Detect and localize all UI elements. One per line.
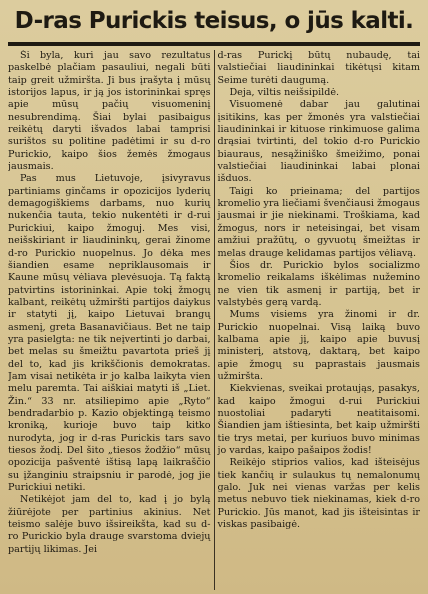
paragraph: Pas mus Lietuvoje, įsivyravus partiniams ginčams ir opozicijos lyderių demagogiškiems darbams, nuo kurių nukenčia tauta, tekio nukentėti ir d-rui Purickiui, kaipo žmoguj. Mes visi, neišskiriant ir liaudininkų, gerai žinome d-ro Purickio nuopelnus. Jo dėka mes šiandien esame nepriklausomais ir Kaune mūsų vėliava plevėsuoja. Tą faktą patvirtins istorininkai. Apie tokį žmogų kalbant, reikėtų užmiršti partijos daiykus ir statyti jį, kaipo Lietuvai brangų asmenį, greta Basanavičiaus. Bet ne taip yra pasielgta: ne tik neįvertinti jo darbai, bet melas su šmeižtu pavartota prieš jį del to, kad jis krikščionis demokratas. Jam visai netikėta ir jo kalba laikyta vien melu paremta. Tai aiškiai matyti iš „Liet. Žin.“ 33 nr. atsiliepimo apie „Ryto“ bendradarbio p. Kazio objektingą teismo kroniką, kurioje buvo taip kitko nurodyta, jog ir d-ras Purickis tars savo tiesos žodį. Del šito „tiesos žodžio“ mūsų opozicija pašventė ištisą lapą laikraščio su įžanginiu straipsniu ir parodė, jog jie Purickiui netiki. [8,173,211,494]
paragraph: Reikėjo stiprios valios, kad išteisėjus tiek kančių ir sulaukus tų nemalonumų galo. Juk nei vienas varžas per kelis metus nebuvo tiek niekinamas, kiek d-ro Purickio. Jūs manot, kad jis išteisintas ir viskas pasibaigė. [217,457,420,531]
column-divider [214,50,215,590]
paragraph: Visuomenė dabar jau galutinai įsitikins, kas per žmonės yra valstiečiai liaudininkai ir kituose rinkimuose galima drąsiai tvirtinti, del tokio d-ro Purickio biauraus, nesąžiniško šmeižimo, ponai valstiečiai liaudininkai labai plonai išduos. [217,99,420,185]
paragraph: Šios dr. Purickio bylos socializmo kromelio reikalams iškėlimas nužeminо ne vien tik asmenį ir partiją, bet ir valstybės gerą vardą. [217,259,420,308]
paragraph: Kiekvienas, sveikai protaująs, pasakys, kad kaipo žmogui d-rui Purickiui nuostoliai padaryti neatitaisomi. Šiandien jam ištiesinta, bet kaip užmiršti tie trys metai, per kuriuos buvo minimas jo vardas, kaipo pašaipos žodis! [217,383,420,456]
headline-rule [8,42,420,46]
paragraph: Netikėjot jam del to, kad į jo bylą žiūrėjote per partinius akinius. Net teismo salėje buvo išsireikšta, kad su d-ro Purickio byla drauge svarstoma dviejų partijų likimas. Jei [8,494,211,555]
right-column [217,50,420,590]
left-column [8,50,211,590]
paragraph: Ši byla, kuri jau savo rezultatus paskelbė plačiam pasauliui, negali būti taip greit užmiršta. Ji bus įrašyta į mūsų istorijos lapus, ir ją jos istorininkai spręs apie mūsų pačių visuomeninį nesubrendimą. Šiai bylai pasibaigus reikėtų daryti išvados labai tamprisi surištos su politine padėtimi ir su d-ro Purickio, kaipo šios žemės žmogaus jausmais. [8,50,211,173]
paragraph: Taigi ko prieinama; del partijos kromelio yra liečiami švenčiausi žmogaus jausmai ir jie niekinami. Troškiama, kad žmogus, nors ir neteisingai, bet visam amžiui pražūtų, o gyvuotų šmeižtas ir melas drauge kelidamas partijos vėliavą. [217,185,420,259]
paragraph: d-ras Purickį būtų nubaudę, tai valstiečiai liaudininkai tikėtųsi kitam Seime turėti daugumą. [217,50,420,86]
paragraph: Mums visiems yra žinomi ir dr. Purickio nuopelnai. Visą laiką buvo kalbama apie jį, kaipo apie buvusį ministerį, atstovą, daktarą, bet kaipo apie žmogų su paprastais jausmais užmiršta. [217,309,420,382]
article-headline: D-ras Purickis teisus, o jūs kalti. [14,8,414,34]
article-columns [8,50,420,590]
paragraph: Deja, viltis neišsipildė. [229,87,340,99]
